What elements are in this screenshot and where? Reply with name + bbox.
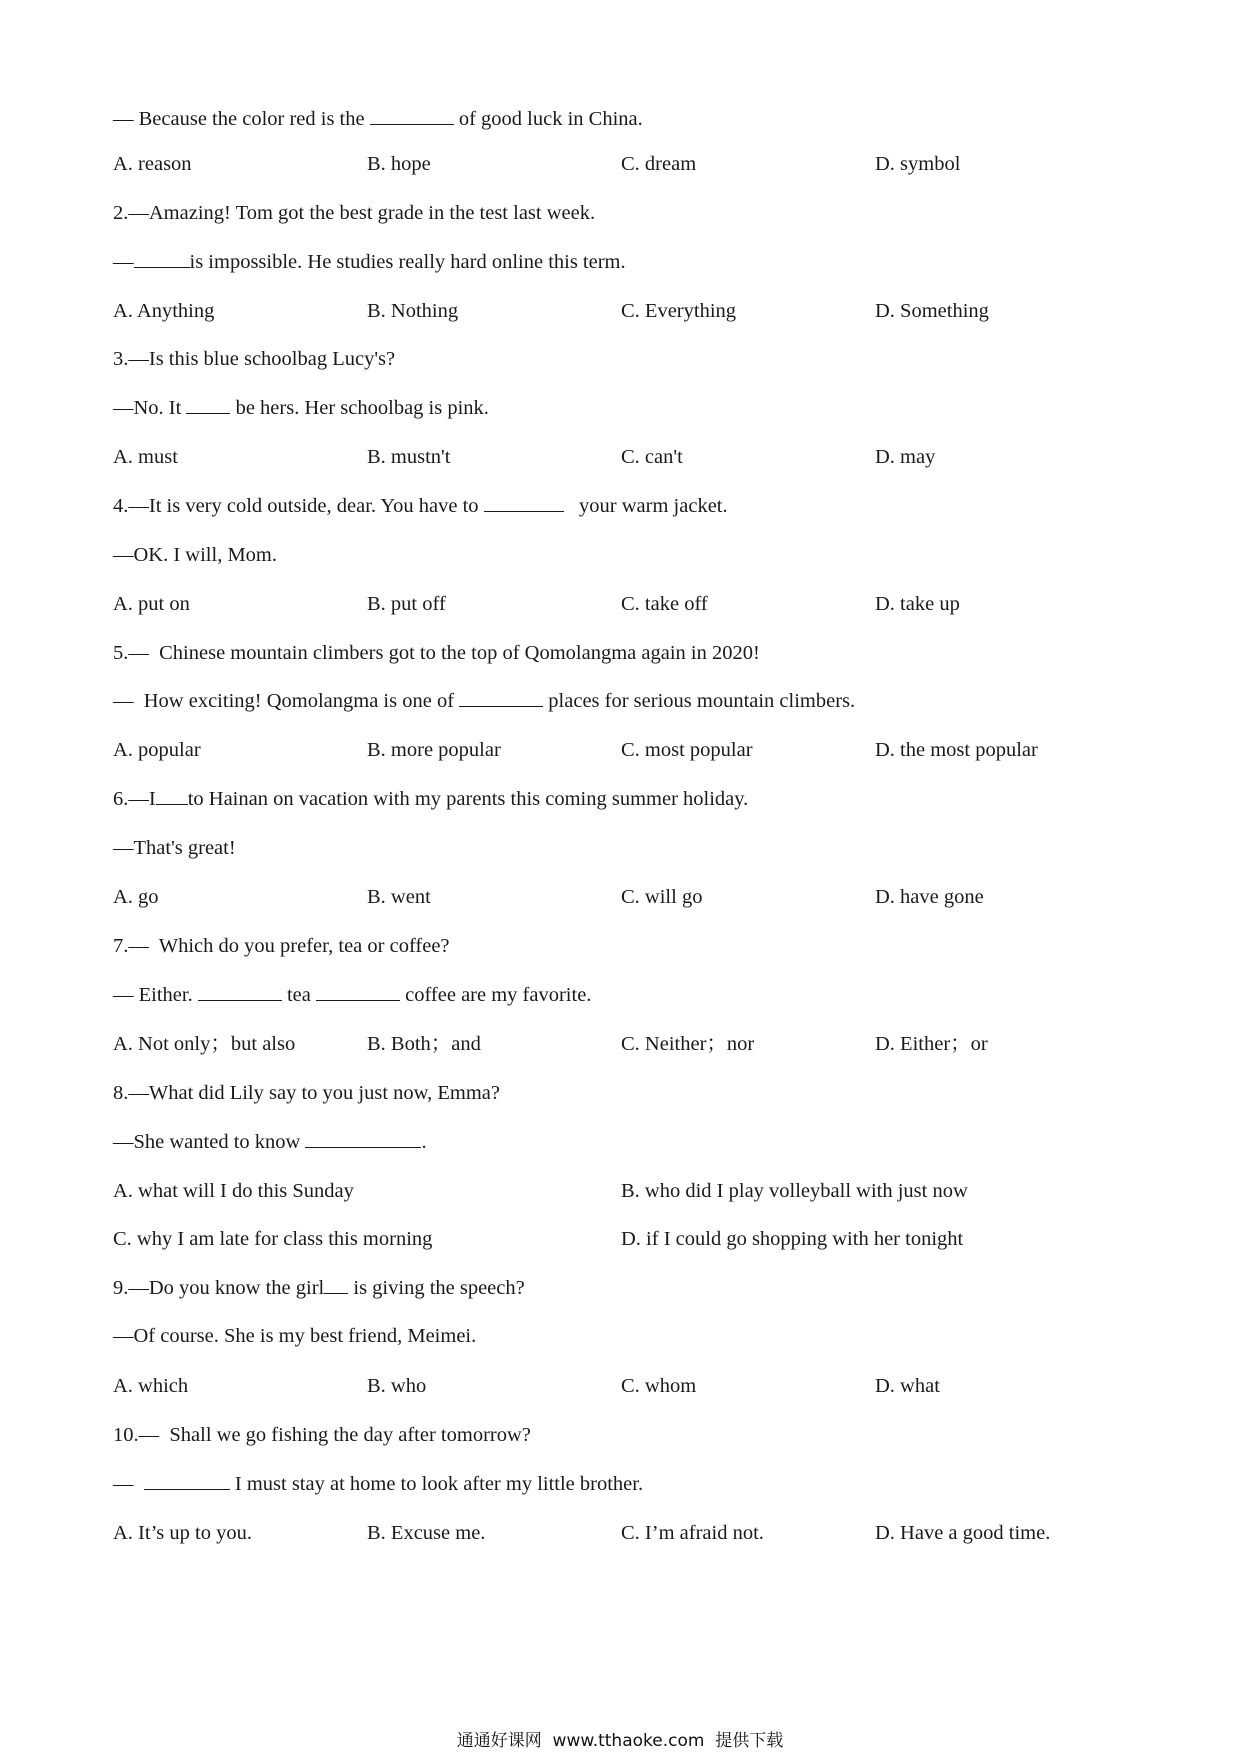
q3-option-c: C. can't (621, 446, 683, 468)
page-footer: 通通好课网 www.tthaoke.com 提供下载 (456, 1731, 784, 1751)
q9-answer: —Of course. She is my best friend, Meimei. (113, 1325, 477, 1347)
q10-answer-text-end: I must stay at home to look after my little brother. (229, 1473, 644, 1495)
q5-answer-line (113, 688, 855, 714)
q7-option-d: D. Either；or (875, 1033, 988, 1055)
q3-answer-text: —No. It (113, 397, 187, 419)
q6-options (113, 884, 1113, 910)
q3-options (113, 444, 1113, 470)
q3-answer-line (113, 395, 489, 421)
q2-option-b: B. Nothing (367, 300, 459, 322)
q8-option-d: D. if I could go shopping with her tonight (621, 1228, 964, 1250)
q6-blank (156, 786, 188, 805)
q1-option-a: A. reason (113, 153, 192, 175)
q7-answer-text: — Either. (113, 984, 198, 1006)
q5-option-a: A. popular (113, 739, 201, 761)
q9-option-d: D. what (875, 1375, 940, 1397)
q8-option-b: B. who did I play volleyball with just now (621, 1180, 968, 1202)
q5-option-b: B. more popular (367, 739, 501, 761)
q7-options (113, 1031, 1113, 1057)
q4-blank (484, 493, 564, 512)
q8-question: 8.—What did Lily say to you just now, Emma? (113, 1082, 500, 1104)
q9-options (113, 1373, 1113, 1399)
q2-question: 2.—Amazing! Tom got the best grade in the test last week. (113, 202, 596, 224)
q3-question: 3.—Is this blue schoolbag Lucy's? (113, 348, 396, 370)
q5-options (113, 737, 1113, 763)
q7-option-c: C. Neither；nor (621, 1033, 755, 1055)
q5-option-c: C. most popular (621, 739, 753, 761)
q3-blank (186, 395, 230, 414)
q10-answer-text: — (113, 1473, 144, 1495)
q7-option-b: B. Both；and (367, 1033, 481, 1055)
q9-question-text-end: is giving the speech? (348, 1277, 525, 1299)
q2-answer-text-end: is impossible. He studies really hard online this term. (189, 251, 626, 273)
q4-option-d: D. take up (875, 593, 960, 615)
q1-option-d: D. symbol (875, 153, 961, 175)
q9-option-c: C. whom (621, 1375, 697, 1397)
q10-options (113, 1520, 1113, 1546)
q2-option-d: D. Something (875, 300, 989, 322)
q9-question-line (113, 1275, 525, 1301)
q8-answer-text: —She wanted to know (113, 1131, 306, 1153)
q1-option-b: B. hope (367, 153, 431, 175)
q2-answer-text: — (113, 251, 134, 273)
q8-blank (305, 1129, 421, 1148)
q4-question-text: 4.—It is very cold outside, dear. You have to (113, 495, 484, 517)
q10-option-b: B. Excuse me. (367, 1522, 486, 1544)
q4-answer: —OK. I will, Mom. (113, 544, 277, 566)
q4-option-a: A. put on (113, 593, 190, 615)
q7-blank-1 (198, 982, 282, 1001)
q7-option-a: A. Not only；but also (113, 1033, 296, 1055)
q3-answer-text-end: be hers. Her schoolbag is pink. (230, 397, 489, 419)
q1-answer-text-end: of good luck in China. (453, 108, 643, 130)
q6-question-line (113, 786, 748, 812)
q1-option-c: C. dream (621, 153, 697, 175)
q6-question-text-end: to Hainan on vacation with my parents this coming summer holiday. (187, 788, 749, 810)
q4-options (113, 591, 1113, 617)
q4-option-b: B. put off (367, 593, 446, 615)
q4-question-text-end: your warm jacket. (563, 495, 728, 517)
q3-option-d: D. may (875, 446, 936, 468)
q5-answer-text: — How exciting! Qomolangma is one of (113, 690, 460, 712)
q10-answer-line (113, 1471, 643, 1497)
q10-question: 10.— Shall we go fishing the day after tomorrow? (113, 1424, 531, 1446)
q9-option-a: A. which (113, 1375, 189, 1397)
q9-option-b: B. who (367, 1375, 427, 1397)
q8-option-a: A. what will I do this Sunday (113, 1180, 354, 1202)
q8-options-row-1 (113, 1178, 1113, 1204)
q6-option-b: B. went (367, 886, 431, 908)
q2-blank (134, 249, 190, 268)
q7-question: 7.— Which do you prefer, tea or coffee? (113, 935, 450, 957)
q1-answer-text: — Because the color red is the (113, 108, 370, 130)
q7-blank-2 (316, 982, 400, 1001)
q2-option-c: C. Everything (621, 300, 737, 322)
q1-blank (370, 106, 454, 125)
q4-option-c: C. take off (621, 593, 708, 615)
q3-option-a: A. must (113, 446, 178, 468)
q7-answer-line (113, 982, 591, 1008)
q8-option-c: C. why I am late for class this morning (113, 1228, 433, 1250)
q6-option-d: D. have gone (875, 886, 984, 908)
q2-options (113, 298, 1113, 324)
q5-option-d: D. the most popular (875, 739, 1038, 761)
q10-option-c: C. I’m afraid not. (621, 1522, 764, 1544)
q6-question-text: 6.—I (113, 788, 156, 810)
q6-answer: —That's great! (113, 837, 236, 859)
q1-options (113, 151, 1113, 177)
q7-answer-text-end: coffee are my favorite. (400, 984, 592, 1006)
q6-option-c: C. will go (621, 886, 703, 908)
q10-option-a: A. It’s up to you. (113, 1522, 252, 1544)
q4-question-line (113, 493, 728, 519)
q1-answer-line (113, 106, 643, 132)
q3-option-b: B. mustn't (367, 446, 451, 468)
q8-options-row-2 (113, 1226, 1113, 1252)
q5-blank (459, 688, 543, 707)
q5-answer-text-end: places for serious mountain climbers. (543, 690, 856, 712)
q9-blank (324, 1275, 348, 1294)
q10-option-d: D. Have a good time. (875, 1522, 1051, 1544)
q5-question: 5.— Chinese mountain climbers got to the top of Qomolangma again in 2020! (113, 642, 760, 664)
q8-answer-line (113, 1129, 427, 1155)
q7-answer-text-mid: tea (281, 984, 316, 1006)
q10-blank (144, 1471, 230, 1490)
q2-option-a: A. Anything (113, 300, 215, 322)
q2-answer-line (113, 249, 626, 275)
q9-question-text: 9.—Do you know the girl (113, 1277, 325, 1299)
q6-option-a: A. go (113, 886, 159, 908)
q8-answer-text-end: . (421, 1131, 427, 1153)
